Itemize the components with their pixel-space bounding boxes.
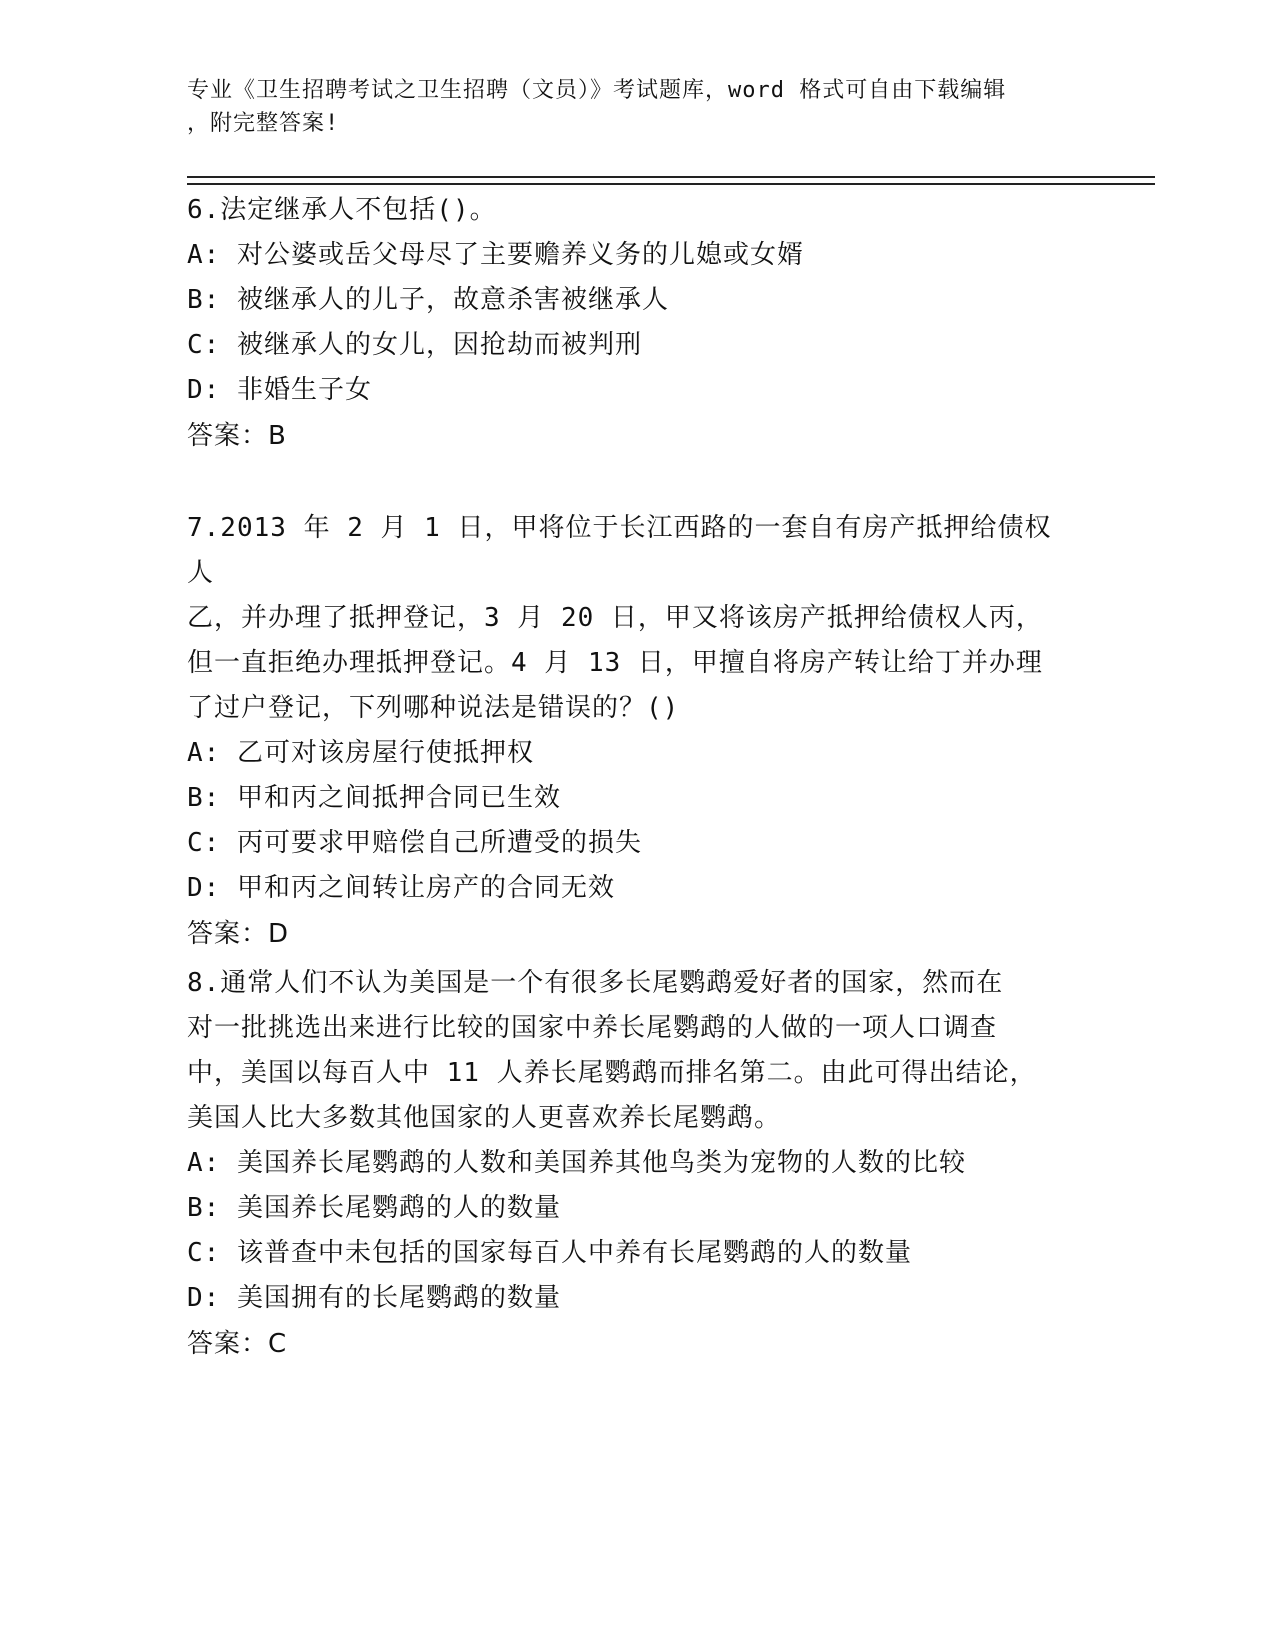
option-a: A: 对公婆或岳父母尽了主要赡养义务的儿媳或女婿 <box>187 240 804 270</box>
answer-label: 答案：B <box>187 421 287 451</box>
option-a: A: 美国养长尾鹦鹉的人数和美国养其他鸟类为宠物的人数的比较 <box>187 1148 966 1178</box>
header-line-1: 专业《卫生招聘考试之卫生招聘（文员）》考试题库，word 格式可自由下载编辑 <box>187 78 1007 103</box>
question-stem-line-1: 8.通常人们不认为美国是一个有很多长尾鹦鹉爱好者的国家，然而在 <box>187 968 1004 998</box>
question-stem-line-2: 乙，并办理了抵押登记，3 月 20 日，甲又将该房产抵押给债权人丙， <box>187 603 1043 633</box>
option-d: D: 甲和丙之间转让房产的合同无效 <box>187 873 615 903</box>
question-6 <box>187 188 1067 459</box>
option-c: C: 被继承人的女儿，因抢劫而被判刑 <box>187 330 642 360</box>
document-header <box>187 74 1067 140</box>
answer-label: 答案：C <box>187 1329 288 1359</box>
option-b: B: 被继承人的儿子，故意杀害被继承人 <box>187 285 669 315</box>
answer-label: 答案：D <box>187 919 290 949</box>
option-c: C: 该普查中未包括的国家每百人中养有长尾鹦鹉的人的数量 <box>187 1238 912 1268</box>
question-stem: 6.法定继承人不包括()。 <box>187 195 497 225</box>
option-c: C: 丙可要求甲赔偿自己所遭受的损失 <box>187 828 642 858</box>
header-divider-top <box>187 176 1155 178</box>
header-divider-bottom <box>187 183 1155 185</box>
option-b: B: 美国养长尾鹦鹉的人的数量 <box>187 1193 561 1223</box>
question-stem-line-3: 中，美国以每百人中 11 人养长尾鹦鹉而排名第二。由此可得出结论， <box>187 1058 1037 1088</box>
option-b: B: 甲和丙之间抵押合同已生效 <box>187 783 561 813</box>
question-stem-line-4: 美国人比大多数其他国家的人更喜欢养长尾鹦鹉。 <box>187 1103 782 1133</box>
question-stem-line-2: 对一批挑选出来进行比较的国家中养长尾鹦鹉的人做的一项人口调查 <box>187 1013 998 1043</box>
question-7 <box>187 506 1067 957</box>
header-line-2: ，附完整答案! <box>187 111 340 136</box>
option-d: D: 美国拥有的长尾鹦鹉的数量 <box>187 1283 561 1313</box>
option-d: D: 非婚生子女 <box>187 375 372 405</box>
question-8 <box>187 961 1067 1367</box>
option-a: A: 乙可对该房屋行使抵押权 <box>187 738 534 768</box>
question-stem-line-1: 7.2013 年 2 月 1 日，甲将位于长江西路的一套自有房产抵押给债权人 <box>187 513 1052 588</box>
question-stem-line-3: 但一直拒绝办理抵押登记。4 月 13 日，甲擅自将房产转让给丁并办理 <box>187 648 1043 678</box>
question-stem-line-4: 了过户登记，下列哪种说法是错误的？() <box>187 693 680 723</box>
